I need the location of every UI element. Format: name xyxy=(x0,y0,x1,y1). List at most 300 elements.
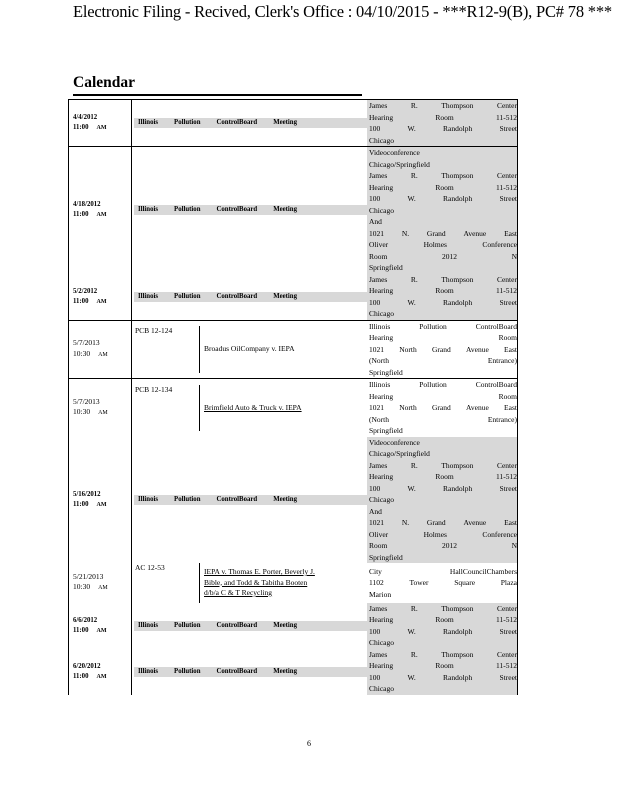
location-word: Avenue xyxy=(463,228,487,238)
location-word: Thompson xyxy=(441,649,474,659)
location-word: W. xyxy=(407,626,416,636)
meeting-word: Meeting xyxy=(273,119,297,126)
time-value: 10:30 xyxy=(73,407,91,417)
location-word: Avenue xyxy=(463,518,487,527)
meeting-word: Pollution xyxy=(174,206,201,214)
meeting-word: ControlBoard xyxy=(216,621,258,629)
location-word: Room xyxy=(369,251,388,261)
meeting-label xyxy=(134,621,367,631)
meeting-word: Illinois xyxy=(138,495,159,503)
calendar-row xyxy=(69,649,518,695)
time-value: 11:00 xyxy=(73,297,89,305)
title-underline xyxy=(73,94,362,96)
location-word: James xyxy=(369,171,388,180)
event-date: 5/7/2013 xyxy=(73,338,100,348)
location-line xyxy=(369,471,517,483)
event-date: 5/16/2012 xyxy=(73,490,101,498)
location-word: Hearing xyxy=(369,333,394,342)
meeting-label xyxy=(134,292,367,302)
location-word: Room xyxy=(369,541,388,550)
location-line xyxy=(369,660,517,672)
location-word: Hearing xyxy=(369,286,394,295)
location-word: Conference xyxy=(482,240,517,249)
date-cell xyxy=(69,379,132,437)
location-word: Oliver xyxy=(369,240,389,249)
location-word: 11-512 xyxy=(496,661,517,670)
location-word: Oliver xyxy=(369,529,389,539)
location-line xyxy=(369,170,517,182)
location-word: Holmes xyxy=(423,240,447,249)
location-word: Street xyxy=(499,672,517,682)
location-word: Marion xyxy=(369,589,392,599)
meeting-label xyxy=(134,118,367,128)
location-word: Thompson xyxy=(441,101,474,110)
event-time xyxy=(73,672,131,682)
meeting-word: ControlBoard xyxy=(216,206,258,214)
event-date: 6/20/2012 xyxy=(73,662,101,670)
location-word: 11-512 xyxy=(496,615,517,624)
location-line xyxy=(369,391,517,403)
time-ampm: AM xyxy=(96,212,107,219)
location-word: James xyxy=(369,649,388,659)
location-line xyxy=(369,159,517,171)
caption-text: Brimfield Auto & Truck v. IEPA xyxy=(204,402,302,412)
location-word: Room xyxy=(435,472,454,481)
event-cell xyxy=(132,100,368,147)
meeting-word: Illinois xyxy=(138,292,159,300)
case-entry xyxy=(132,563,367,603)
location-word: East xyxy=(504,344,517,354)
location-word: 11-512 xyxy=(496,182,517,192)
location-word: 100 xyxy=(369,297,381,307)
location-word: Street xyxy=(499,297,517,307)
location-word: W. xyxy=(407,483,416,493)
location-line xyxy=(369,402,517,414)
location-word: Chicago/Springfield xyxy=(369,159,430,169)
location-word: Chicago/Springfield xyxy=(369,449,430,458)
location-word: Randolph xyxy=(443,297,473,307)
location-word: Street xyxy=(499,626,517,636)
time-value: 10:30 xyxy=(73,582,91,592)
meeting-word: ControlBoard xyxy=(216,667,258,675)
location-line xyxy=(369,251,517,263)
time-ampm: AM xyxy=(96,673,107,680)
location-word: Street xyxy=(499,124,517,133)
location-line xyxy=(369,626,517,638)
location-word: Randolph xyxy=(443,194,473,203)
location-line xyxy=(369,285,517,297)
location-line xyxy=(369,216,517,228)
case-entry xyxy=(132,385,367,432)
location-word: HallCouncilChambers xyxy=(449,566,517,576)
location-word: Grand xyxy=(426,228,446,238)
location-word: Thompson xyxy=(441,460,474,470)
location-word: Room xyxy=(435,286,454,295)
event-cell xyxy=(132,603,368,649)
location-word: North xyxy=(399,344,417,354)
location-word: 2012 xyxy=(441,251,457,261)
location-line xyxy=(369,308,517,320)
location-line xyxy=(369,135,517,147)
location-word: Holmes xyxy=(423,529,447,539)
time-ampm: AM xyxy=(96,627,107,634)
location-word: Street xyxy=(499,483,517,493)
case-number: PCB 12-124 xyxy=(135,326,173,335)
location-word: Videoconference xyxy=(369,148,420,157)
location-line xyxy=(369,355,517,367)
event-time xyxy=(73,407,131,419)
location-line xyxy=(369,228,517,240)
event-cell xyxy=(132,274,368,321)
location-line xyxy=(369,367,517,379)
date-cell xyxy=(69,649,132,695)
meeting-word: ControlBoard xyxy=(216,495,258,503)
location-word: Hearing xyxy=(369,661,394,670)
location-word: 11-512 xyxy=(496,472,517,481)
calendar-row xyxy=(69,379,518,437)
location-line xyxy=(369,603,517,615)
location-word: Springfield xyxy=(369,367,403,377)
location-cell xyxy=(367,603,518,649)
location-word: East xyxy=(504,518,517,527)
event-date: 5/7/2013 xyxy=(73,396,100,406)
location-line xyxy=(369,529,517,541)
date-cell xyxy=(69,437,132,564)
location-line xyxy=(369,437,517,449)
date-cell xyxy=(69,274,132,321)
location-word: 1021 xyxy=(369,228,384,238)
meeting-word: Meeting xyxy=(273,621,297,629)
location-line xyxy=(369,494,517,506)
caption-text: Broadus OilCompany v. IEPA xyxy=(204,344,295,353)
location-word: Pollution xyxy=(419,321,447,331)
meeting-word: Illinois xyxy=(138,667,159,675)
calendar-row xyxy=(69,100,518,147)
event-date: 5/21/2013 xyxy=(73,571,104,581)
event-cell xyxy=(132,379,368,437)
location-word: Hearing xyxy=(369,182,394,192)
location-line xyxy=(369,577,517,589)
location-line xyxy=(369,566,517,578)
location-word: Center xyxy=(496,460,517,470)
location-word: N xyxy=(511,251,517,261)
location-line xyxy=(369,297,517,309)
location-word: Room xyxy=(435,182,454,192)
location-line xyxy=(369,672,517,684)
location-word: Avenue xyxy=(466,344,489,354)
event-date: 6/6/2012 xyxy=(73,616,98,624)
event-cell xyxy=(132,649,368,695)
caption-line: Bible, and Todd & Tabitha Booten xyxy=(204,577,308,587)
page-number: 6 xyxy=(307,739,311,748)
location-word: 1021 xyxy=(369,518,384,527)
meeting-word: ControlBoard xyxy=(216,119,258,126)
location-cell xyxy=(367,274,518,321)
location-word: Chicago xyxy=(369,309,394,318)
location-word: James xyxy=(369,101,388,110)
location-word: East xyxy=(504,228,517,238)
location-line xyxy=(369,683,517,695)
time-value: 11:00 xyxy=(73,626,89,634)
time-ampm: AM xyxy=(98,585,108,592)
location-cell xyxy=(367,437,518,564)
time-value: 11:00 xyxy=(73,124,89,131)
location-word: Center xyxy=(496,649,517,659)
location-word: N. xyxy=(401,518,410,527)
location-word: N xyxy=(511,541,517,550)
meeting-word: Illinois xyxy=(138,206,159,214)
time-value: 11:00 xyxy=(73,500,89,508)
location-word: Chicago xyxy=(369,684,394,693)
location-word: Hearing xyxy=(369,112,394,122)
location-word: Room xyxy=(435,615,454,624)
location-cell xyxy=(367,100,518,147)
location-line xyxy=(369,123,517,135)
event-time xyxy=(73,582,131,594)
location-word: Plaza xyxy=(500,578,517,587)
case-caption xyxy=(199,326,367,373)
event-cell xyxy=(132,147,368,274)
calendar-row xyxy=(69,437,518,564)
location-word: R. xyxy=(410,460,418,470)
location-line xyxy=(369,262,517,274)
case-caption xyxy=(199,385,367,432)
location-line xyxy=(369,517,517,529)
location-line xyxy=(369,182,517,194)
location-word: Randolph xyxy=(443,626,473,636)
case-caption xyxy=(199,563,367,603)
location-word: Randolph xyxy=(443,124,473,133)
location-word: Tower xyxy=(409,578,429,587)
calendar-table xyxy=(68,99,518,695)
location-line xyxy=(369,379,517,391)
location-word: 2012 xyxy=(441,541,457,550)
location-word: Pollution xyxy=(419,380,447,389)
location-word: James xyxy=(369,274,388,284)
filing-header: Electronic Filing - Recived, Clerk's Office : 04/10/2015 - ***R12-9(B), PC# 78 *** xyxy=(73,2,612,21)
meeting-word: Meeting xyxy=(273,667,297,675)
meeting-word: ControlBoard xyxy=(216,292,258,300)
location-word: Square xyxy=(454,578,476,587)
location-word: Entrance) xyxy=(487,356,517,365)
calendar-row xyxy=(69,603,518,649)
location-word: R. xyxy=(410,649,418,659)
location-word: City xyxy=(369,566,382,576)
location-line xyxy=(369,649,517,661)
location-word: Street xyxy=(499,194,517,203)
location-word: Center xyxy=(496,171,517,180)
date-cell xyxy=(69,147,132,274)
case-number: AC 12-53 xyxy=(135,563,165,572)
meeting-word: Pollution xyxy=(174,495,201,503)
location-word: Thompson xyxy=(441,171,474,180)
event-date: 4/18/2012 xyxy=(73,201,101,209)
event-cell xyxy=(132,437,368,564)
location-cell xyxy=(367,320,518,379)
location-line xyxy=(369,483,517,495)
location-line xyxy=(369,540,517,552)
event-time xyxy=(73,123,131,133)
location-line xyxy=(369,193,517,205)
time-value: 11:00 xyxy=(73,211,89,219)
meeting-label xyxy=(134,667,367,677)
location-word: Hearing xyxy=(369,615,394,624)
location-word: W. xyxy=(407,297,416,307)
date-cell xyxy=(69,603,132,649)
location-word: 1102 xyxy=(369,578,384,587)
location-word: Center xyxy=(496,274,517,284)
location-line xyxy=(369,506,517,518)
location-word: 100 xyxy=(369,672,381,682)
location-word: James xyxy=(369,603,388,613)
location-line xyxy=(369,552,517,564)
date-cell xyxy=(69,563,132,603)
case-entry xyxy=(132,326,367,373)
location-line xyxy=(369,332,517,344)
location-word: W. xyxy=(407,194,416,203)
event-time xyxy=(73,210,131,220)
location-word: 100 xyxy=(369,626,381,636)
meeting-word: Pollution xyxy=(174,119,201,126)
location-word: ControlBoard xyxy=(475,321,517,331)
meeting-word: Pollution xyxy=(174,667,201,675)
location-word: Hearing xyxy=(369,391,394,401)
location-line xyxy=(369,205,517,217)
location-word: And xyxy=(369,217,382,226)
location-word: 100 xyxy=(369,124,381,133)
location-word: Room xyxy=(435,112,454,122)
location-word: Illinois xyxy=(369,380,391,389)
location-word: Hearing xyxy=(369,472,394,481)
location-word: W. xyxy=(407,672,416,682)
event-time xyxy=(73,626,131,636)
location-word: Videoconference xyxy=(369,437,420,447)
location-word: Grand xyxy=(426,518,446,527)
location-word: Thompson xyxy=(441,603,474,613)
event-date: 4/4/2012 xyxy=(73,114,98,121)
location-cell xyxy=(367,649,518,695)
location-line xyxy=(369,448,517,460)
event-cell xyxy=(132,320,368,379)
calendar-row xyxy=(69,320,518,379)
event-time xyxy=(73,349,131,361)
location-word: Chicago xyxy=(369,638,394,647)
time-ampm: AM xyxy=(98,351,108,358)
location-line xyxy=(369,321,517,333)
location-line xyxy=(369,100,517,112)
location-word: Center xyxy=(496,101,517,110)
location-word: 11-512 xyxy=(496,286,517,295)
location-line xyxy=(369,460,517,472)
caption-line: IEPA v. Thomas E. Porter, Beverly J. xyxy=(204,567,315,576)
caption-line: d/b/a C & T Recycling xyxy=(204,588,273,597)
location-word: W. xyxy=(407,124,416,133)
calendar-row xyxy=(69,274,518,321)
location-line xyxy=(369,344,517,356)
location-word: Chicago xyxy=(369,495,394,504)
meeting-word: Pollution xyxy=(174,621,201,629)
calendar-row xyxy=(69,563,518,603)
location-cell xyxy=(367,379,518,437)
time-ampm: AM xyxy=(96,298,107,305)
location-line xyxy=(369,637,517,649)
location-word: Springfield xyxy=(369,263,403,272)
location-cell xyxy=(367,147,518,274)
calendar-row xyxy=(69,147,518,274)
location-word: Grand xyxy=(432,344,451,354)
meeting-label xyxy=(134,205,367,215)
location-word: Chicago xyxy=(369,135,394,145)
location-word: Randolph xyxy=(443,483,473,493)
date-cell xyxy=(69,100,132,147)
date-cell xyxy=(69,320,132,379)
time-ampm: AM xyxy=(96,125,107,131)
location-line xyxy=(369,239,517,251)
location-word: R. xyxy=(410,171,418,180)
location-line xyxy=(369,414,517,426)
meeting-word: Meeting xyxy=(273,206,297,214)
time-value: 11:00 xyxy=(73,672,89,680)
location-word: Room xyxy=(498,391,517,401)
location-word: Thompson xyxy=(441,274,474,284)
location-word: Grand xyxy=(432,403,451,412)
event-date: 5/2/2012 xyxy=(73,287,98,295)
location-word: 11-512 xyxy=(496,112,517,122)
location-line xyxy=(369,589,517,601)
location-word: 100 xyxy=(369,483,381,493)
location-word: ControlBoard xyxy=(475,380,517,389)
location-word: East xyxy=(504,403,517,412)
meeting-label xyxy=(134,495,367,505)
location-word: Avenue xyxy=(466,403,489,412)
location-word: Conference xyxy=(482,529,517,539)
event-cell xyxy=(132,563,368,603)
location-word: 100 xyxy=(369,194,381,203)
location-word: R. xyxy=(410,274,418,284)
location-line xyxy=(369,147,517,159)
location-cell xyxy=(367,563,518,603)
meeting-word: Meeting xyxy=(273,495,297,503)
meeting-word: Pollution xyxy=(174,292,201,300)
location-word: Room xyxy=(435,661,454,670)
location-word: Center xyxy=(496,603,517,613)
event-time xyxy=(73,500,131,510)
location-word: 1021 xyxy=(369,403,384,412)
meeting-word: Illinois xyxy=(138,621,159,629)
page-title: Calendar xyxy=(73,74,135,91)
location-word: (North xyxy=(369,414,389,424)
location-word: And xyxy=(369,506,382,516)
time-ampm: AM xyxy=(98,410,108,417)
location-word: Entrance) xyxy=(487,414,517,424)
location-line xyxy=(369,425,517,437)
meeting-word: Meeting xyxy=(273,292,297,300)
location-word: James xyxy=(369,460,388,470)
meeting-word: Illinois xyxy=(138,119,159,126)
location-word: (North xyxy=(369,356,389,365)
location-word: Springfield xyxy=(369,552,403,562)
location-line xyxy=(369,614,517,626)
location-word: 1021 xyxy=(369,344,384,354)
event-time xyxy=(73,297,131,307)
case-number: PCB 12-134 xyxy=(135,384,173,394)
location-word: R. xyxy=(410,603,418,613)
location-line xyxy=(369,112,517,124)
location-word: N. xyxy=(401,228,410,238)
location-word: R. xyxy=(410,101,418,110)
time-ampm: AM xyxy=(96,501,107,508)
location-word: North xyxy=(399,403,417,412)
